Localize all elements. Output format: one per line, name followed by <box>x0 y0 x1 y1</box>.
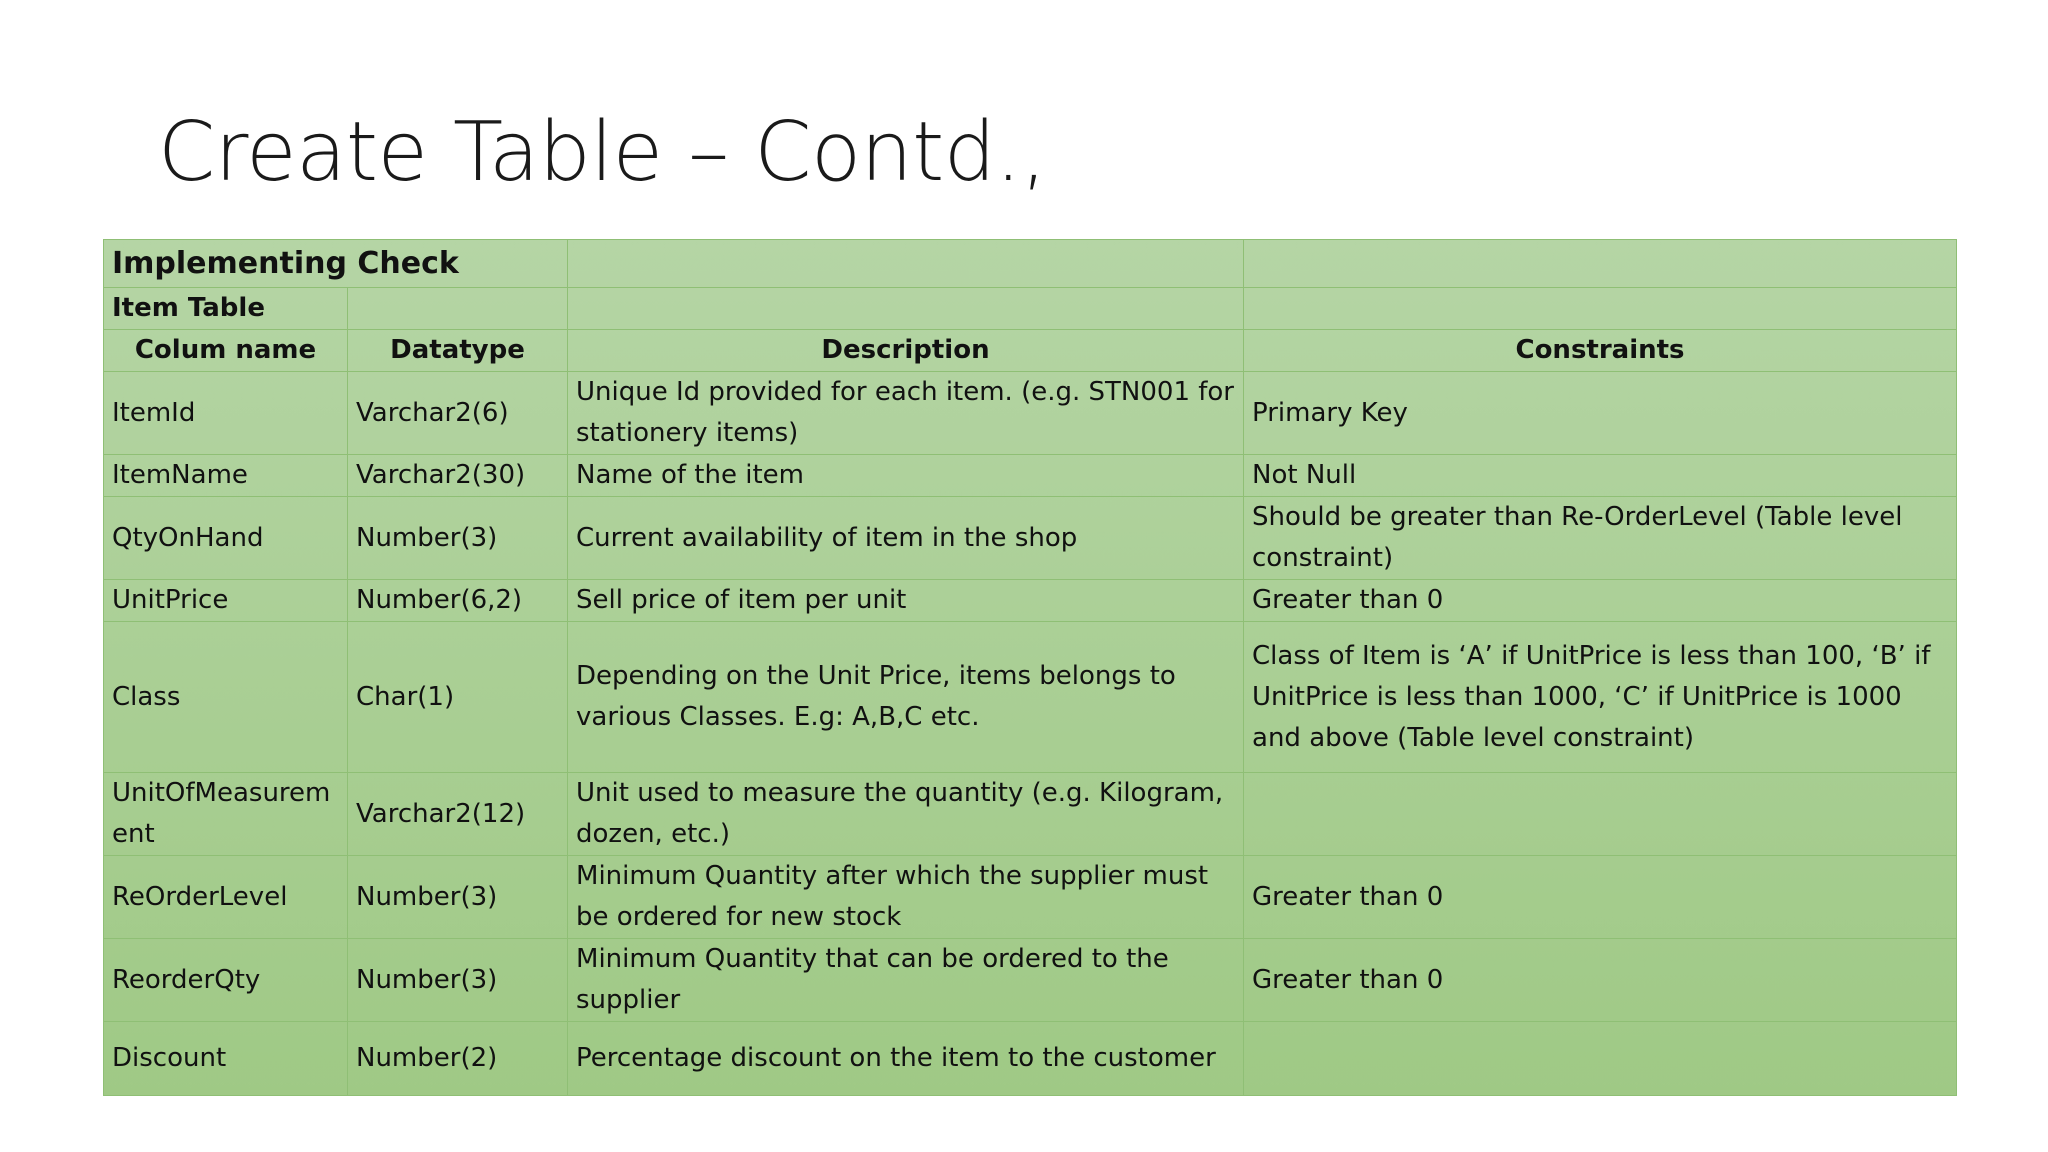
cell-column-name: ReOrderLevel <box>104 856 348 939</box>
table-row <box>104 455 1957 497</box>
cell-constraints: Not Null <box>1244 455 1957 497</box>
cell-datatype: Number(3) <box>348 497 568 580</box>
table-cell <box>348 288 568 330</box>
cell-column-name: ReorderQty <box>104 939 348 1022</box>
cell-constraints <box>1244 773 1957 856</box>
cell-constraints: Primary Key <box>1244 372 1957 455</box>
table-heading: Implementing Check <box>104 240 568 288</box>
cell-constraints: Should be greater than Re-OrderLevel (Table level constraint) <box>1244 497 1957 580</box>
cell-description: Minimum Quantity that can be ordered to the supplier <box>568 939 1244 1022</box>
table-subtitle-row <box>104 288 1957 330</box>
cell-datatype: Varchar2(6) <box>348 372 568 455</box>
cell-datatype: Varchar2(12) <box>348 773 568 856</box>
cell-description: Sell price of item per unit <box>568 580 1244 622</box>
table-cell <box>568 288 1244 330</box>
column-header: Datatype <box>348 330 568 372</box>
cell-description: Percentage discount on the item to the customer <box>568 1022 1244 1096</box>
table-cell <box>1244 240 1957 288</box>
cell-description: Depending on the Unit Price, items belongs to various Classes. E.g: A,B,C etc. <box>568 622 1244 773</box>
table-row <box>104 1022 1957 1096</box>
cell-datatype: Number(6,2) <box>348 580 568 622</box>
column-header: Constraints <box>1244 330 1957 372</box>
cell-column-name: QtyOnHand <box>104 497 348 580</box>
column-header: Colum name <box>104 330 348 372</box>
table-cell <box>568 240 1244 288</box>
table-row <box>104 856 1957 939</box>
cell-description: Unit used to measure the quantity (e.g. Kilogram, dozen, etc.) <box>568 773 1244 856</box>
cell-datatype: Number(3) <box>348 856 568 939</box>
table-row <box>104 580 1957 622</box>
cell-constraints: Class of Item is ‘A’ if UnitPrice is less than 100, ‘B’ if UnitPrice is less than 1000, ‘C’ if UnitPrice is 1000 and above (Table level constraint) <box>1244 622 1957 773</box>
cell-constraints: Greater than 0 <box>1244 856 1957 939</box>
cell-datatype: Char(1) <box>348 622 568 773</box>
cell-description: Minimum Quantity after which the supplier must be ordered for new stock <box>568 856 1244 939</box>
table-row <box>104 497 1957 580</box>
table-row <box>104 939 1957 1022</box>
cell-column-name: UnitOfMeasurement <box>104 773 348 856</box>
item-table <box>103 239 1957 1096</box>
table-title-row <box>104 240 1957 288</box>
table-row <box>104 372 1957 455</box>
table-row <box>104 622 1957 773</box>
cell-column-name: ItemId <box>104 372 348 455</box>
column-header: Description <box>568 330 1244 372</box>
cell-constraints: Greater than 0 <box>1244 580 1957 622</box>
cell-description: Name of the item <box>568 455 1244 497</box>
cell-constraints <box>1244 1022 1957 1096</box>
cell-datatype: Number(3) <box>348 939 568 1022</box>
table-subheading: Item Table <box>104 288 348 330</box>
table-header-row <box>104 330 1957 372</box>
table-cell <box>1244 288 1957 330</box>
cell-description: Unique Id provided for each item. (e.g. STN001 for stationery items) <box>568 372 1244 455</box>
cell-column-name: UnitPrice <box>104 580 348 622</box>
cell-constraints: Greater than 0 <box>1244 939 1957 1022</box>
cell-column-name: ItemName <box>104 455 348 497</box>
cell-datatype: Number(2) <box>348 1022 568 1096</box>
table-row <box>104 773 1957 856</box>
cell-description: Current availability of item in the shop <box>568 497 1244 580</box>
slide-title: Create Table – Contd., <box>158 105 1047 200</box>
cell-column-name: Discount <box>104 1022 348 1096</box>
cell-column-name: Class <box>104 622 348 773</box>
cell-datatype: Varchar2(30) <box>348 455 568 497</box>
